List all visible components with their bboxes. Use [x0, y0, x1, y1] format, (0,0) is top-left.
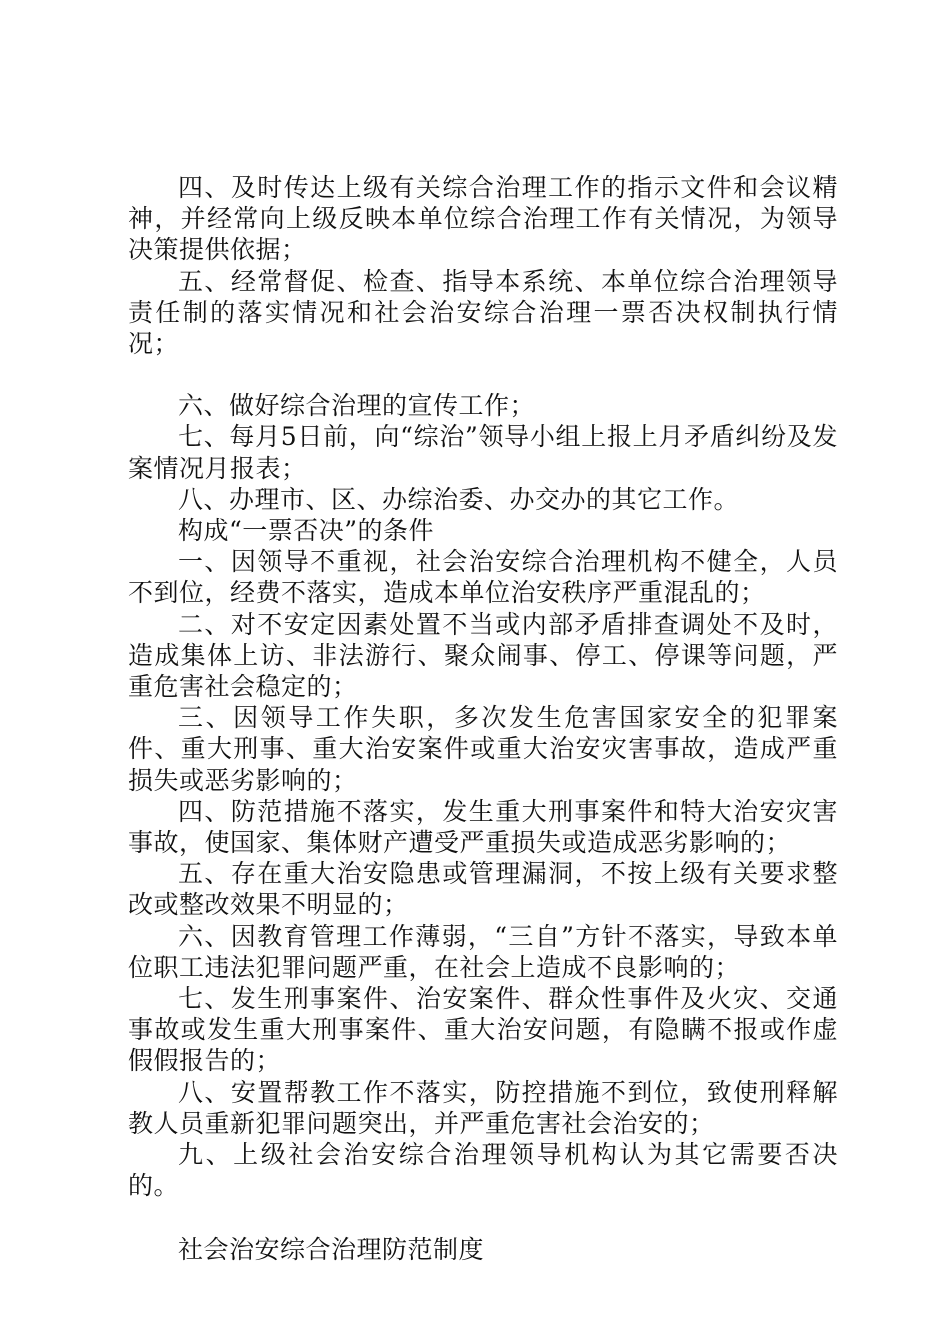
paragraph-duty-8: 八、办理市、区、办综治委、办交办的其它工作。	[178, 484, 740, 514]
section-heading-prevention-system: 社会治安综合治理防范制度	[178, 1234, 485, 1264]
paragraph-condition-3: 三、因领导工作失职，多次发生危害国家安全的犯罪案件、重大刑事、重大治安案件或重大治安灾害事故，造成严重损失或恶劣影响的；	[128, 703, 838, 795]
paragraph-condition-2: 二、对不安定因素处置不当或内部矛盾排查调处不及时，造成集体上访、非法游行、聚众闹事、停工、停课等问题，严重危害社会稳定的；	[128, 609, 838, 702]
paragraph-condition-1: 一、因领导不重视，社会治安综合治理机构不健全，人员不到位，经费不落实，造成本单位治安秩序严重混乱的；	[128, 547, 838, 608]
paragraph-condition-9: 九、上级社会治安综合治理领导机构认为其它需要否决的。	[128, 1140, 838, 1201]
section-heading-veto-conditions: 构成“一票否决”的条件	[178, 516, 435, 546]
paragraph-condition-8: 八、安置帮教工作不落实，防控措施不到位，致使刑释解教人员重新犯罪问题突出，并严重危害社会治安的；	[128, 1077, 838, 1138]
paragraph-condition-6: 六、因教育管理工作薄弱，“三自”方针不落实，导致本单位职工违法犯罪问题严重，在社会上造成不良影响的；	[128, 921, 838, 982]
paragraph-condition-7: 七、发生刑事案件、治安案件、群众性事件及火灾、交通事故或发生重大刑事案件、重大治安问题，有隐瞒不报或作虚假假报告的；	[128, 984, 838, 1076]
paragraph-condition-5: 五、存在重大治安隐患或管理漏洞，不按上级有关要求整改或整改效果不明显的；	[128, 859, 838, 920]
document-body	[128, 172, 838, 1265]
paragraph-duty-4: 四、及时传达上级有关综合治理工作的指示文件和会议精神，并经常向上级反映本单位综合治理工作有关情况，为领导决策提供依据；	[128, 173, 838, 265]
paragraph-condition-4: 四、防范措施不落实，发生重大刑事案件和特大治安灾害事故，使国家、集体财产遭受严重损失或造成恶劣影响的；	[128, 796, 838, 858]
paragraph-spacer	[128, 359, 838, 390]
paragraph-duty-5: 五、经常督促、检查、指导本系统、本单位综合治理领导责任制的落实情况和社会治安综合治理一票否决权制执行情况；	[128, 266, 838, 359]
paragraph-duty-7: 七、每月5日前，向“综治”领导小组上报上月矛盾纠纷及发案情况月报表；	[128, 422, 838, 483]
paragraph-spacer	[128, 1202, 838, 1234]
paragraph-duty-6: 六、做好综合治理的宣传工作；	[178, 391, 536, 421]
